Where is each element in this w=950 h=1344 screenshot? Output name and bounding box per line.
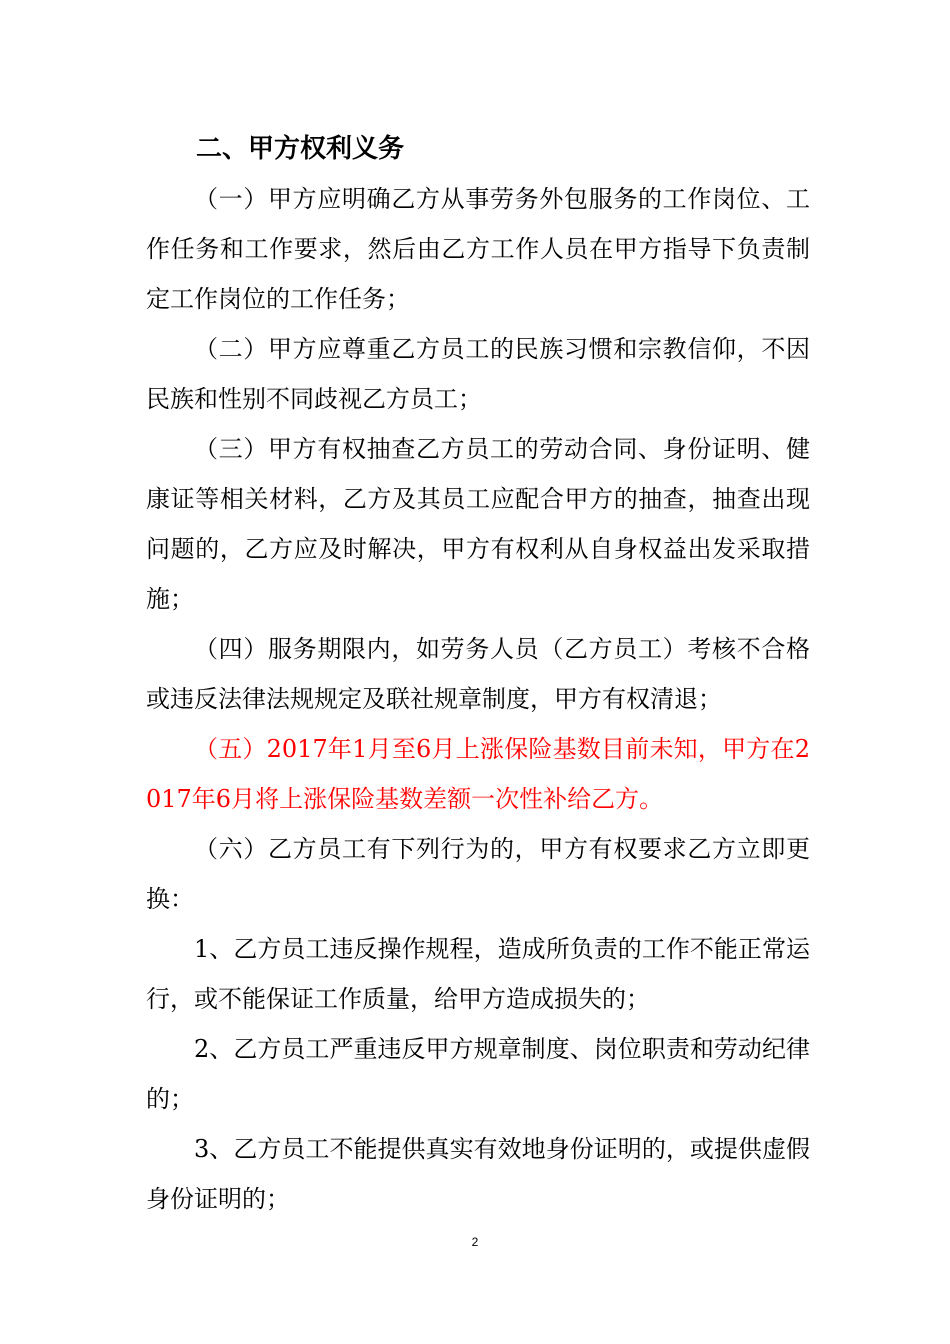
- section-heading: 二、甲方权利义务: [196, 134, 405, 164]
- page-number: 2: [471, 1235, 479, 1249]
- document-body: [146, 124, 810, 1224]
- paragraph-item-1: 1、乙方员工违反操作规程，造成所负责的工作不能正常运行，或不能保证工作质量，给甲方造成损失的；: [146, 935, 810, 1013]
- paragraph-item-2: 2、乙方员工严重违反甲方规章制度、岗位职责和劳动纪律的；: [146, 1035, 810, 1113]
- paragraph-clause-1: （一）甲方应明确乙方从事劳务外包服务的工作岗位、工作任务和工作要求，然后由乙方工作人员在甲方指导下负责制定工作岗位的工作任务；: [146, 185, 810, 313]
- paragraph-clause-6: （六）乙方员工有下列行为的，甲方有权要求乙方立即更换：: [146, 835, 810, 913]
- paragraph-clause-5-highlighted: （五）2017年1月至6月上涨保险基数目前未知，甲方在2017年6月将上涨保险基数差额一次性补给乙方。: [146, 735, 810, 813]
- paragraph-clause-2: （二）甲方应尊重乙方员工的民族习惯和宗教信仰，不因民族和性别不同歧视乙方员工；: [146, 335, 810, 413]
- paragraph-clause-4: （四）服务期限内，如劳务人员（乙方员工）考核不合格或违反法律法规规定及联社规章制度，甲方有权清退；: [146, 635, 810, 713]
- paragraph-item-3: 3、乙方员工不能提供真实有效地身份证明的，或提供虚假身份证明的；: [146, 1135, 810, 1213]
- paragraph-clause-3: （三）甲方有权抽查乙方员工的劳动合同、身份证明、健康证等相关材料，乙方及其员工应配合甲方的抽查，抽查出现问题的，乙方应及时解决，甲方有权利从自身权益出发采取措施；: [146, 435, 810, 613]
